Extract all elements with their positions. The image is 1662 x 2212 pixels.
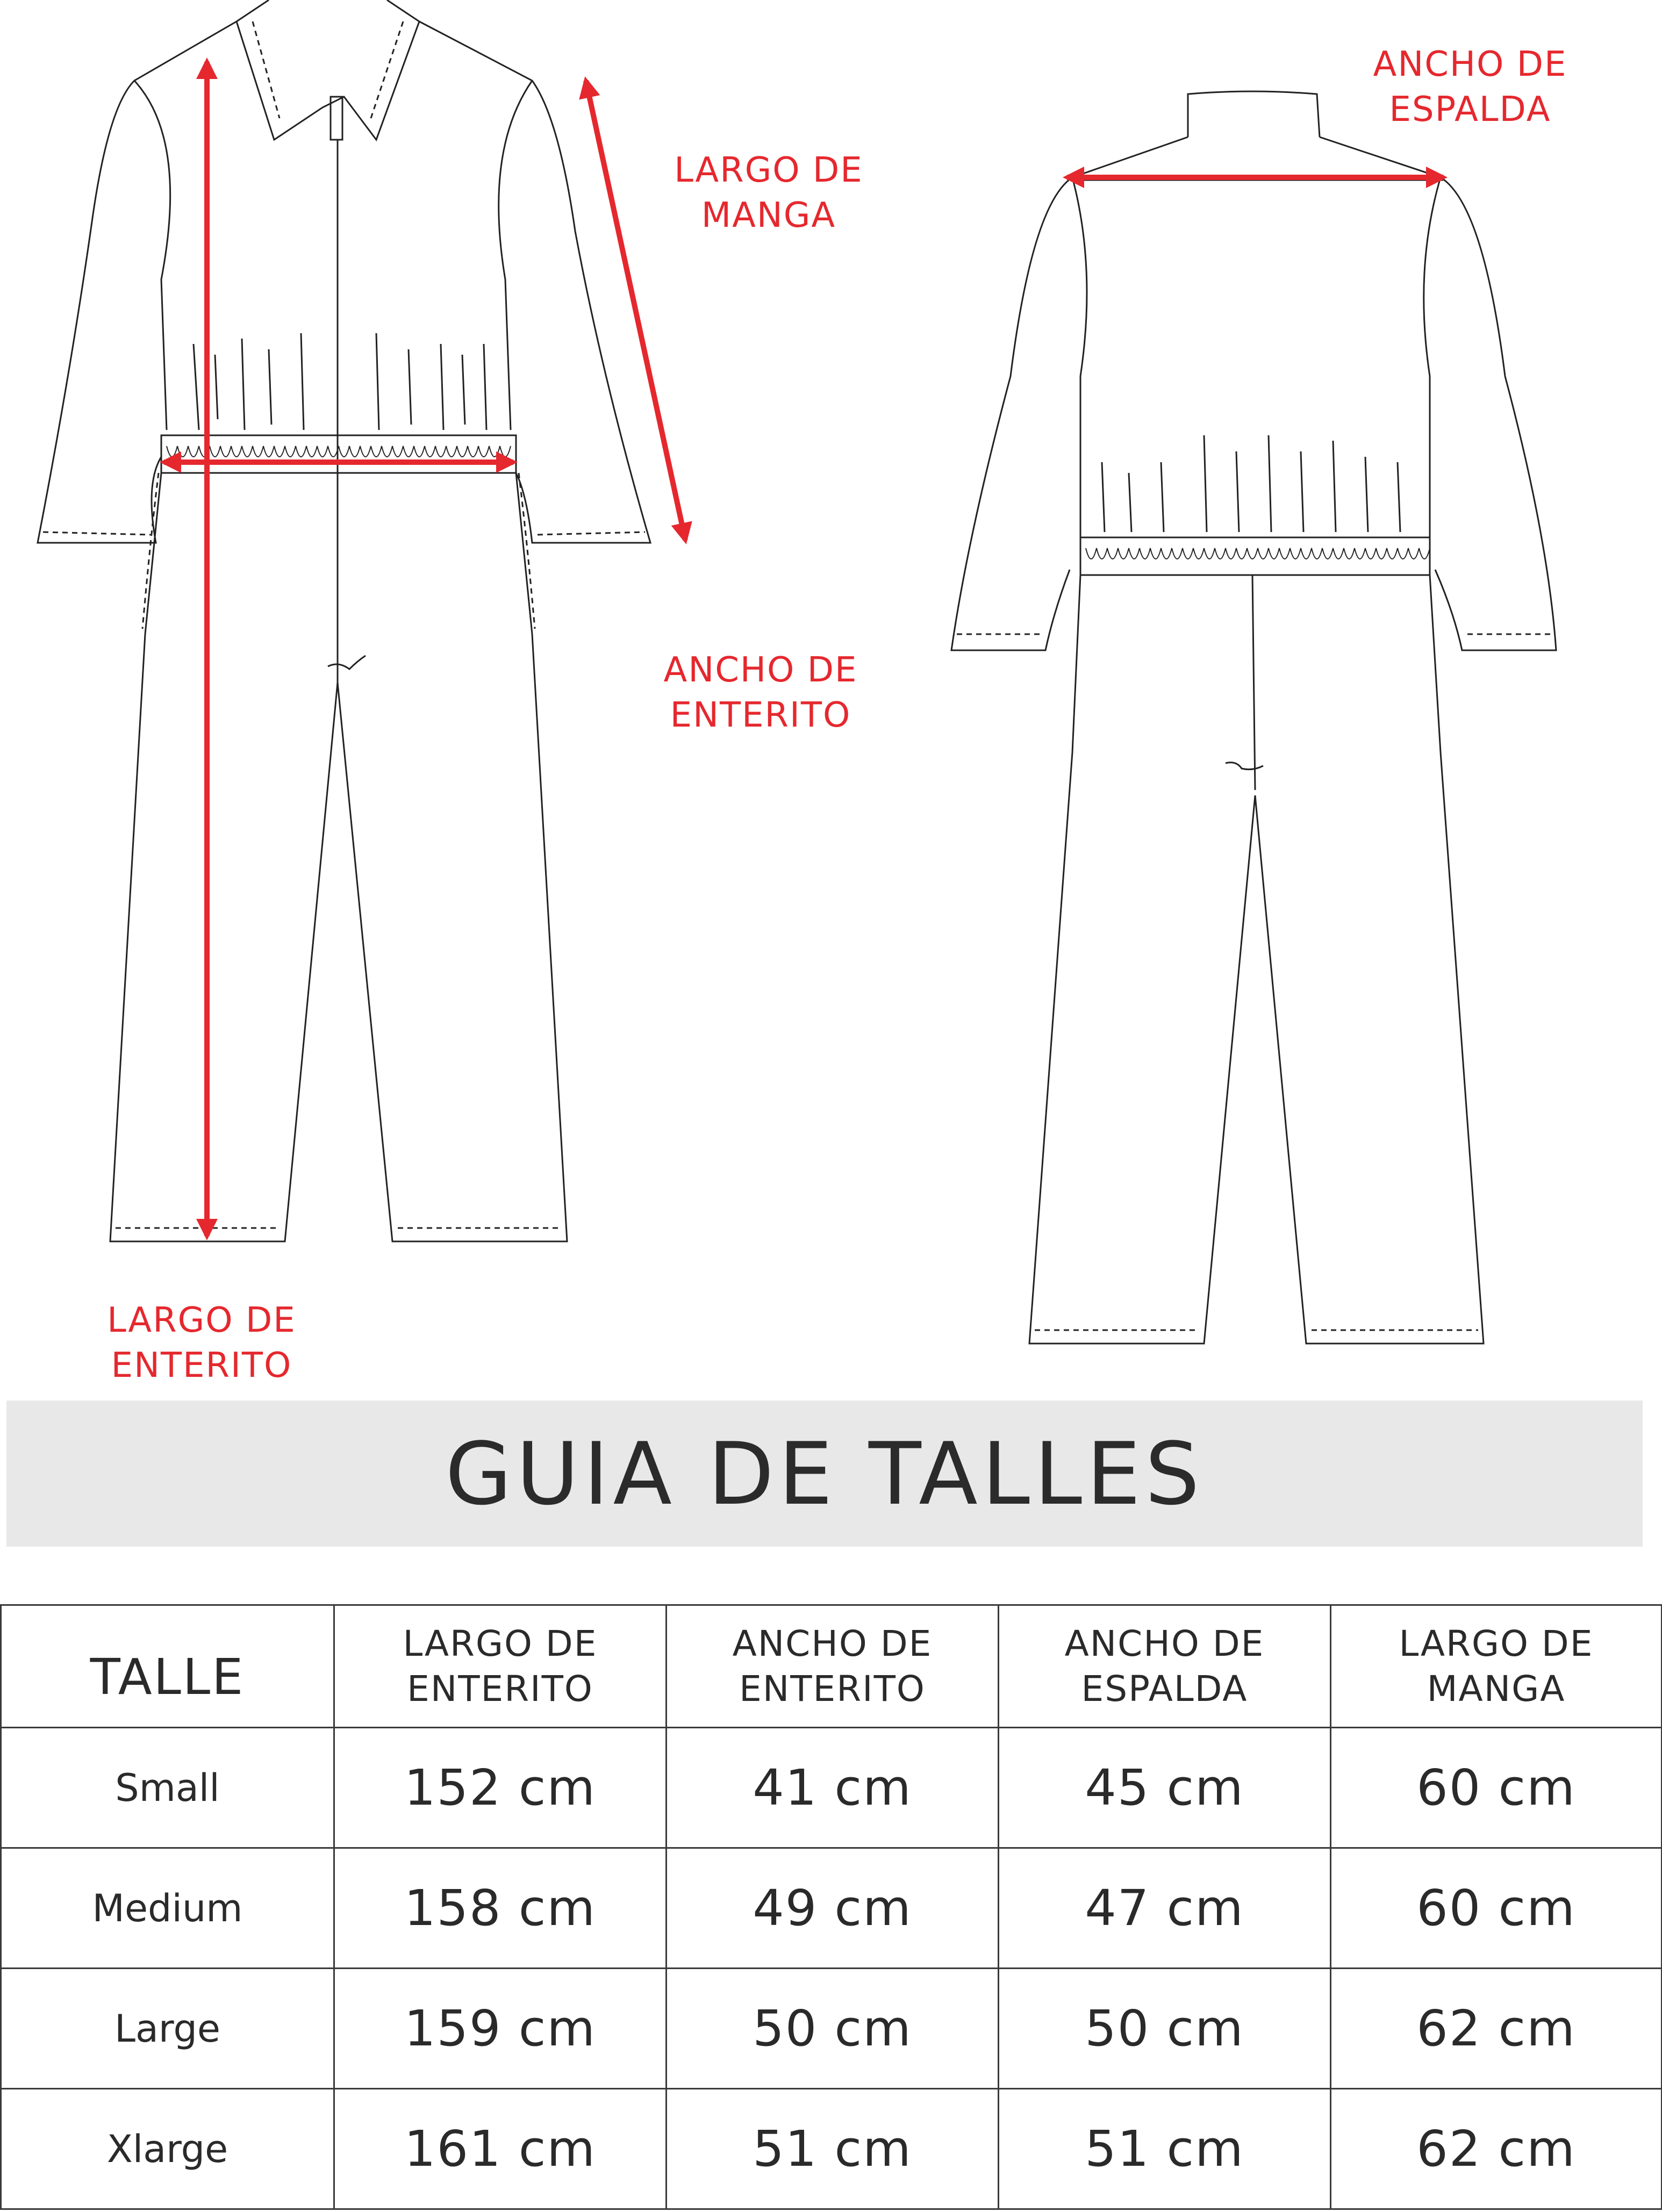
header-largo-manga: LARGO DE MANGA: [1331, 1605, 1662, 1728]
table-row: [1, 1848, 1662, 1969]
label-ancho-espalda: ANCHO DE ESPALDA: [1373, 45, 1567, 130]
table-row: [1, 1969, 1662, 2089]
value-cell: 158 cm: [334, 1848, 667, 1969]
value-cell: 62 cm: [1331, 1969, 1662, 2089]
header-largo-enterito: LARGO DE ENTERITO: [334, 1605, 667, 1728]
label-largo-enterito: LARGO DE ENTERITO: [107, 1301, 296, 1385]
table-row: [1, 2089, 1662, 2209]
size-cell: Medium: [1, 1848, 334, 1969]
value-cell: 47 cm: [999, 1848, 1331, 1969]
header-talle: TALLE: [1, 1605, 334, 1728]
value-cell: 49 cm: [667, 1848, 999, 1969]
size-table: [0, 1604, 1662, 2210]
label-largo-manga: LARGO DE MANGA: [674, 150, 863, 235]
size-cell: Large: [1, 1969, 334, 2089]
table-row: [1, 1728, 1662, 1848]
page-title: GUIA DE TALLES: [445, 1423, 1204, 1524]
size-cell: Small: [1, 1728, 334, 1848]
title-band: [6, 1401, 1643, 1547]
value-cell: 45 cm: [999, 1728, 1331, 1848]
value-cell: 152 cm: [334, 1728, 667, 1848]
value-cell: 159 cm: [334, 1969, 667, 2089]
value-cell: 50 cm: [999, 1969, 1331, 2089]
value-cell: 51 cm: [667, 2089, 999, 2209]
size-cell: Xlarge: [1, 2089, 334, 2209]
table-header-row: [1, 1605, 1662, 1728]
header-ancho-enterito: ANCHO DE ENTERITO: [667, 1605, 999, 1728]
front-view: [38, 0, 650, 1241]
back-view: [951, 91, 1556, 1344]
value-cell: 60 cm: [1331, 1728, 1662, 1848]
value-cell: 161 cm: [334, 2089, 667, 2209]
label-ancho-enterito: ANCHO DE ENTERITO: [663, 650, 858, 735]
value-cell: 60 cm: [1331, 1848, 1662, 1969]
header-ancho-espalda: ANCHO DE ESPALDA: [999, 1605, 1331, 1728]
value-cell: 62 cm: [1331, 2089, 1662, 2209]
value-cell: 41 cm: [667, 1728, 999, 1848]
value-cell: 51 cm: [999, 2089, 1331, 2209]
value-cell: 50 cm: [667, 1969, 999, 2089]
